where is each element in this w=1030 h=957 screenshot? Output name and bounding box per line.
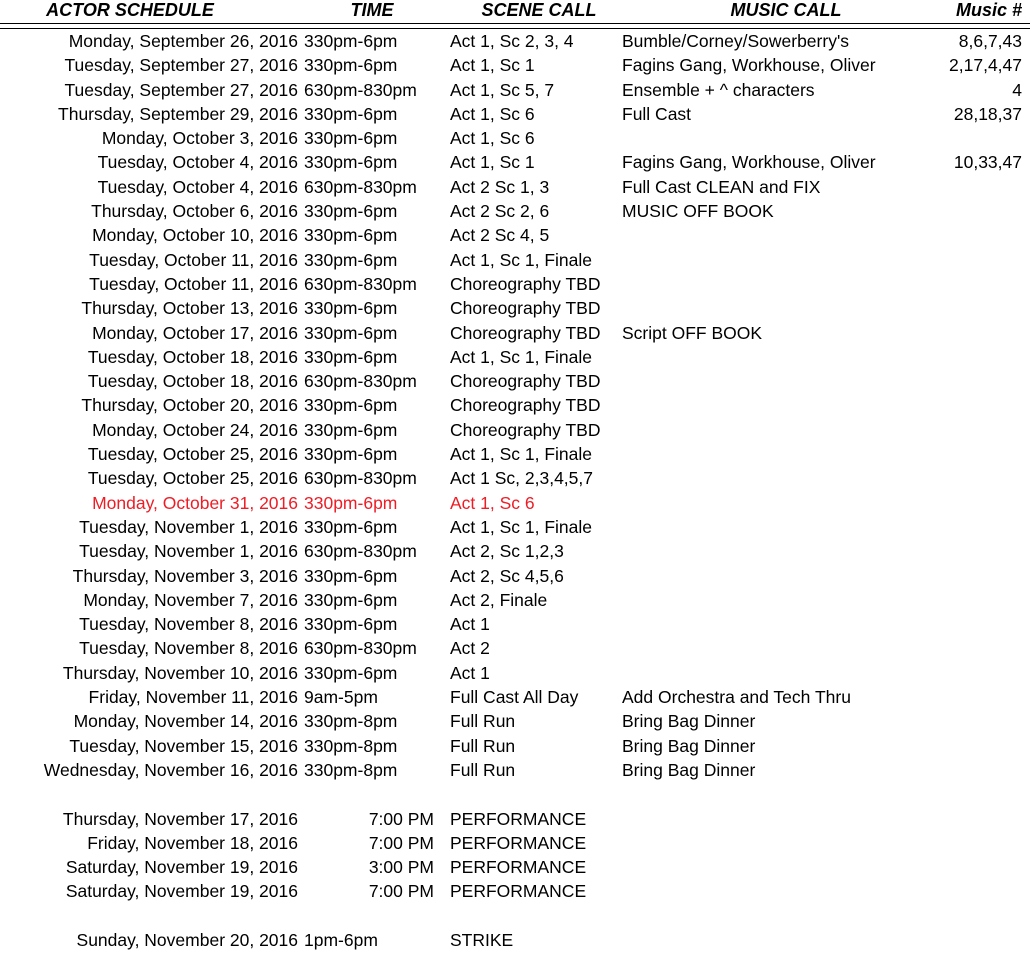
cell-date: Tuesday, October 18, 2016 [87,371,298,392]
cell-time: 330pm-8pm [304,759,398,780]
cell-scene-call: Full Run [450,759,516,780]
table-row [0,928,1030,952]
cell-time: 330pm-6pm [304,516,398,537]
column-header-scene-call: SCENE CALL [481,0,597,20]
cell-music-number [912,734,1030,758]
cell-music-call: Bring Bag Dinner [622,711,756,732]
cell-scene-call: PERFORMANCE [450,832,587,853]
cell-date [0,782,302,806]
cell-scene-call: PERFORMANCE [450,881,587,902]
cell-time: 630pm-830pm [304,468,417,489]
table-row [0,442,1030,466]
cell-music-call [622,879,912,903]
cell-scene-call: Act 1, Sc 1, Finale [450,346,593,367]
table-row [0,539,1030,563]
table-row [0,491,1030,515]
cell-music-call [622,126,912,150]
cell-scene-call: Act 1, Sc 6 [450,103,535,124]
cell-scene-call: Act 2, Sc 1,2,3 [450,541,564,562]
cell-date: Monday, October 10, 2016 [92,225,298,246]
cell-date: Tuesday, November 1, 2016 [79,541,298,562]
column-header-actor-schedule: ACTOR SCHEDULE [46,0,214,20]
cell-time: 330pm-8pm [304,735,398,756]
cell-music-call: Bring Bag Dinner [622,759,756,780]
cell-scene-call: Act 1, Sc 1 [450,152,535,173]
cell-time: 630pm-830pm [304,371,417,392]
table-row [0,345,1030,369]
cell-scene-call: Choreography TBD [450,322,601,343]
table-row [0,685,1030,709]
cell-music-number [912,442,1030,466]
cell-date: Thursday, October 6, 2016 [91,201,298,222]
table-row [0,78,1030,102]
cell-scene-call: Full Run [450,735,516,756]
cell-time: 330pm-6pm [304,614,398,635]
cell-music-number [912,539,1030,563]
cell-date: Monday, November 14, 2016 [73,711,298,732]
cell-time: 330pm-6pm [304,201,398,222]
cell-music-number [912,321,1030,345]
cell-music-call [622,418,912,442]
cell-date: Monday, October 24, 2016 [92,419,298,440]
cell-music-number [912,904,1030,928]
cell-music-number [912,466,1030,490]
table-row [0,102,1030,126]
cell-date: Sunday, November 20, 2016 [76,929,298,950]
cell-scene-call: Act 1, Sc 5, 7 [450,79,555,100]
cell-time: 330pm-6pm [304,103,398,124]
cell-music-number [912,588,1030,612]
cell-music-number [912,345,1030,369]
cell-time: 630pm-830pm [304,273,417,294]
cell-music-call [622,345,912,369]
cell-date: Thursday, October 13, 2016 [81,298,298,319]
table-row [0,321,1030,345]
table-row [0,272,1030,296]
cell-music-call [622,466,912,490]
cell-music-call [622,588,912,612]
table-row [0,248,1030,272]
cell-scene-call: Act 1, Sc 6 [450,128,535,149]
table-row [0,369,1030,393]
cell-date: Monday, November 7, 2016 [83,589,298,610]
cell-music-number [912,661,1030,685]
cell-time: 7:00 PM [368,832,434,853]
table-row [0,661,1030,685]
cell-scene-call: Act 2 Sc 2, 6 [450,201,550,222]
cell-music-call [622,223,912,247]
cell-music-number [912,515,1030,539]
cell-music-number [912,831,1030,855]
cell-scene-call: Act 2 Sc 1, 3 [450,176,550,197]
cell-time: 1pm-6pm [304,929,378,950]
cell-music-number [912,491,1030,515]
cell-date: Thursday, November 17, 2016 [62,808,298,829]
cell-time: 330pm-6pm [304,249,398,270]
cell-time: 330pm-6pm [304,444,398,465]
cell-time: 3:00 PM [368,857,434,878]
table-row [0,53,1030,77]
cell-date: Friday, November 18, 2016 [87,832,298,853]
cell-scene-call: Act 1, Sc 1, Finale [450,516,593,537]
cell-music-number [912,126,1030,150]
table-row [0,199,1030,223]
cell-music-number: 8,6,7,43 [958,31,1022,51]
cell-date: Tuesday, October 4, 2016 [97,176,298,197]
cell-music-number [912,248,1030,272]
cell-music-number [912,807,1030,831]
table-row [0,709,1030,733]
cell-music-call [622,661,912,685]
cell-music-call: Ensemble + ^ characters [622,79,815,100]
cell-music-number [912,272,1030,296]
cell-time: 330pm-6pm [304,55,398,76]
cell-music-call [622,782,912,806]
spacer-row [0,782,1030,806]
cell-time: 330pm-6pm [304,662,398,683]
cell-date: Tuesday, October 11, 2016 [89,249,298,270]
cell-date: Tuesday, October 25, 2016 [87,444,298,465]
cell-music-number [912,199,1030,223]
cell-scene-call: Choreography TBD [450,395,601,416]
cell-music-number [912,393,1030,417]
cell-music-number: 10,33,47 [953,152,1022,173]
cell-date: Friday, November 11, 2016 [88,687,298,708]
cell-date: Tuesday, October 11, 2016 [89,273,298,294]
cell-time: 330pm-6pm [304,395,398,416]
cell-time: 630pm-830pm [304,638,417,659]
cell-music-number [912,296,1030,320]
cell-scene-call [442,904,622,928]
cell-date: Monday, October 17, 2016 [92,322,298,343]
cell-date: Tuesday, November 8, 2016 [79,614,298,635]
cell-music-call [622,539,912,563]
cell-scene-call: Full Run [450,711,516,732]
cell-time: 7:00 PM [368,881,434,902]
cell-music-call: Bumble/Corney/Sowerberry's [622,31,850,51]
cell-scene-call: Act 1 [450,614,490,635]
cell-music-call [622,904,912,928]
cell-date: Tuesday, October 25, 2016 [87,468,298,489]
cell-date: Saturday, November 19, 2016 [65,857,298,878]
cell-scene-call: STRIKE [450,929,514,950]
table-row [0,175,1030,199]
cell-scene-call: Choreography TBD [450,371,601,392]
cell-music-number [912,758,1030,782]
cell-music-number [912,685,1030,709]
table-row [0,466,1030,490]
cell-date: Tuesday, November 8, 2016 [79,638,298,659]
cell-date: Thursday, October 20, 2016 [81,395,298,416]
cell-music-call [622,296,912,320]
cell-date: Tuesday, October 18, 2016 [87,346,298,367]
cell-music-number: 2,17,4,47 [949,55,1022,76]
table-row [0,29,1030,54]
cell-music-number [912,782,1030,806]
cell-music-call [622,928,912,952]
cell-date: Monday, September 26, 2016 [68,31,298,51]
cell-time: 330pm-6pm [304,492,398,513]
cell-music-call [622,442,912,466]
cell-time: 7:00 PM [368,808,434,829]
table-row [0,588,1030,612]
cell-time: 330pm-6pm [304,152,398,173]
table-row [0,223,1030,247]
table-row [0,758,1030,782]
cell-time: 630pm-830pm [304,541,417,562]
table-row [0,807,1030,831]
table-row [0,636,1030,660]
cell-date: Tuesday, October 4, 2016 [97,152,298,173]
cell-music-number [912,564,1030,588]
cell-music-call [622,564,912,588]
cell-music-number [912,855,1030,879]
table-body [0,29,1030,953]
cell-music-call: Full Cast CLEAN and FIX [622,176,821,197]
cell-music-call [622,272,912,296]
table-row [0,564,1030,588]
cell-scene-call: Act 1 [450,662,490,683]
cell-time [302,782,442,806]
cell-music-number [912,175,1030,199]
cell-scene-call: Act 1, Sc 1 [450,55,535,76]
cell-music-call [622,515,912,539]
cell-scene-call: Act 1, Sc 1, Finale [450,444,593,465]
cell-music-number [912,612,1030,636]
cell-music-number [912,879,1030,903]
cell-music-call: MUSIC OFF BOOK [622,201,774,222]
cell-date: Tuesday, November 1, 2016 [79,516,298,537]
cell-date: Monday, October 3, 2016 [101,128,298,149]
cell-music-number [912,418,1030,442]
cell-time: 330pm-6pm [304,128,398,149]
table-row [0,126,1030,150]
cell-music-call [622,636,912,660]
cell-music-number: 4 [1012,79,1022,100]
cell-date: Tuesday, September 27, 2016 [64,55,298,76]
cell-time: 330pm-6pm [304,298,398,319]
cell-time: 330pm-6pm [304,225,398,246]
spacer-row [0,904,1030,928]
column-header-music-number: Music # [955,0,1022,20]
cell-music-call: Add Orchestra and Tech Thru [622,687,851,708]
cell-scene-call: Choreography TBD [450,273,601,294]
cell-time: 9am-5pm [304,687,378,708]
cell-music-number [912,223,1030,247]
cell-music-number: 28,18,37 [953,103,1022,124]
cell-time: 330pm-6pm [304,589,398,610]
cell-time: 330pm-6pm [304,346,398,367]
cell-time: 330pm-6pm [304,565,398,586]
table-row [0,879,1030,903]
header-row [0,0,1030,24]
cell-scene-call: Act 2, Sc 4,5,6 [450,565,564,586]
cell-time [302,904,442,928]
cell-music-call [622,369,912,393]
cell-date: Monday, October 31, 2016 [92,492,298,513]
cell-date: Thursday, September 29, 2016 [58,103,298,124]
table-row [0,296,1030,320]
cell-scene-call: Full Cast All Day [450,687,579,708]
cell-music-call [622,855,912,879]
cell-music-number [912,709,1030,733]
cell-date: Thursday, November 3, 2016 [72,565,298,586]
cell-scene-call: Act 1 Sc, 2,3,4,5,7 [450,468,593,489]
cell-time: 330pm-6pm [304,322,398,343]
cell-date: Wednesday, November 16, 2016 [43,759,298,780]
column-header-time: TIME [350,0,394,20]
table-row [0,612,1030,636]
cell-time: 630pm-830pm [304,176,417,197]
cell-scene-call: PERFORMANCE [450,808,587,829]
cell-date: Tuesday, September 27, 2016 [64,79,298,100]
table-row [0,734,1030,758]
cell-scene-call: Choreography TBD [450,298,601,319]
cell-music-call [622,248,912,272]
cell-scene-call: Act 2 Sc 4, 5 [450,225,550,246]
cell-music-call: Fagins Gang, Workhouse, Oliver [622,152,876,173]
cell-music-number [912,369,1030,393]
cell-date: Thursday, November 10, 2016 [62,662,298,683]
cell-music-call [622,807,912,831]
cell-date: Tuesday, November 15, 2016 [69,735,298,756]
cell-scene-call: Choreography TBD [450,419,601,440]
cell-music-number [912,636,1030,660]
cell-time: 330pm-6pm [304,419,398,440]
table-row [0,831,1030,855]
cell-scene-call: Act 1, Sc 1, Finale [450,249,593,270]
cell-date: Saturday, November 19, 2016 [65,881,298,902]
column-header-music-call: MUSIC CALL [730,0,842,20]
cell-time: 330pm-8pm [304,711,398,732]
cell-music-call: Fagins Gang, Workhouse, Oliver [622,55,876,76]
cell-music-call: Script OFF BOOK [622,322,763,343]
cell-music-call [622,491,912,515]
cell-music-number [912,928,1030,952]
table-row [0,393,1030,417]
table-row [0,418,1030,442]
table-row [0,855,1030,879]
cell-scene-call: PERFORMANCE [450,857,587,878]
table-row [0,515,1030,539]
cell-time: 330pm-6pm [304,31,398,51]
cell-music-call [622,831,912,855]
cell-scene-call: Act 2 [450,638,490,659]
cell-music-call [622,393,912,417]
table-row [0,150,1030,174]
cell-date [0,904,302,928]
cell-scene-call [442,782,622,806]
cell-scene-call: Act 2, Finale [450,589,548,610]
cell-scene-call: Act 1, Sc 2, 3, 4 [450,31,574,51]
cell-music-call: Full Cast [622,103,692,124]
cell-music-call: Bring Bag Dinner [622,735,756,756]
cell-music-call [622,612,912,636]
cell-time: 630pm-830pm [304,79,417,100]
table-header [0,0,1030,29]
cell-scene-call: Act 1, Sc 6 [450,492,535,513]
